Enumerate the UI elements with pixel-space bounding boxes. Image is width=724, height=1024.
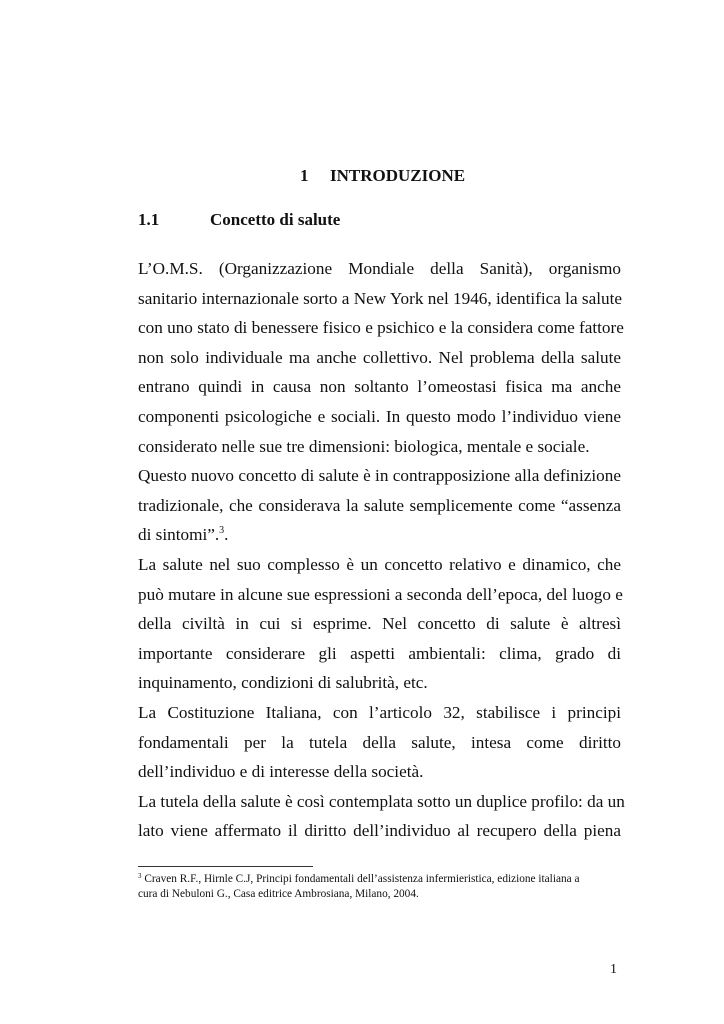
body-line: non solo individuale ma anche collettivo. Nel problema della salute [138,347,621,367]
footnote-line: cura di Nebuloni G., Casa editrice Ambrosiana, Milano, 2004. [138,888,419,900]
chapter-heading [300,166,465,186]
body-line: considerato nelle sue tre dimensioni: biologica, mentale e sociale. [138,436,590,456]
section-title: Concetto di salute [210,210,341,229]
footnote [138,872,622,902]
body-line: La salute nel suo complesso è un concetto relativo e dinamico, che [138,554,621,574]
section-heading [138,210,340,230]
body-line: fondamentali per la tutela della salute, intesa come diritto [138,732,621,752]
body-line: L’O.M.S. (Organizzazione Mondiale della Sanità), organismo [138,259,621,278]
footnote-marker: 3 [138,872,142,880]
footnote-reference[interactable]: 3 [219,525,225,537]
chapter-number: 1 [300,166,309,185]
body-line: La tutela della salute è così contemplata sotto un duplice profilo: da un [138,791,625,811]
body-line: importante considerare gli aspetti ambientali: clima, grado di [138,643,621,663]
body-line: componenti psicologiche e sociali. In questo modo l’individuo viene [138,406,621,426]
body-line: con uno stato di benessere fisico e psichico e la considera come fattore [138,318,624,338]
body-line: inquinamento, condizioni di salubrità, etc. [138,673,428,693]
footnote-line [138,872,622,887]
footnote-ref-punctuation: . [224,525,229,545]
chapter-title: INTRODUZIONE [330,166,466,185]
body-line: può mutare in alcune sue espressioni a seconda dell’epoca, del luogo e [138,584,623,604]
body-line: sanitario internazionale sorto a New York nel 1946, identifica la salute [138,288,622,308]
body-line: dell’individuo e di interesse della società. [138,762,424,782]
page-number: 1 [610,962,617,977]
body-line: tradizionale, che considerava la salute semplicemente come “assenza [138,495,621,515]
section-number: 1.1 [138,210,160,229]
body-line: Questo nuovo concetto di salute è in contrapposizione alla definizione [138,466,621,486]
body-text [138,254,625,846]
body-line: entrano quindi in causa non soltanto l’omeostasi fisica ma anche [138,377,621,397]
body-line-text: di sintomi”. [138,525,220,545]
body-line: La Costituzione Italiana, con l’articolo 32, stabilisce i principi [138,702,621,722]
body-line: lato viene affermato il diritto dell’individuo al recupero della piena [138,821,621,841]
footnote-divider [138,866,313,867]
body-line-with-footnote-ref [138,520,621,550]
footnote-text: Craven R.F., Hirnle C.J, Principi fondamentali dell’assistenza infermieristica, edizione italiana a [141,873,580,885]
body-line: della civiltà in cui si esprime. Nel concetto di salute è altresì [138,614,621,634]
